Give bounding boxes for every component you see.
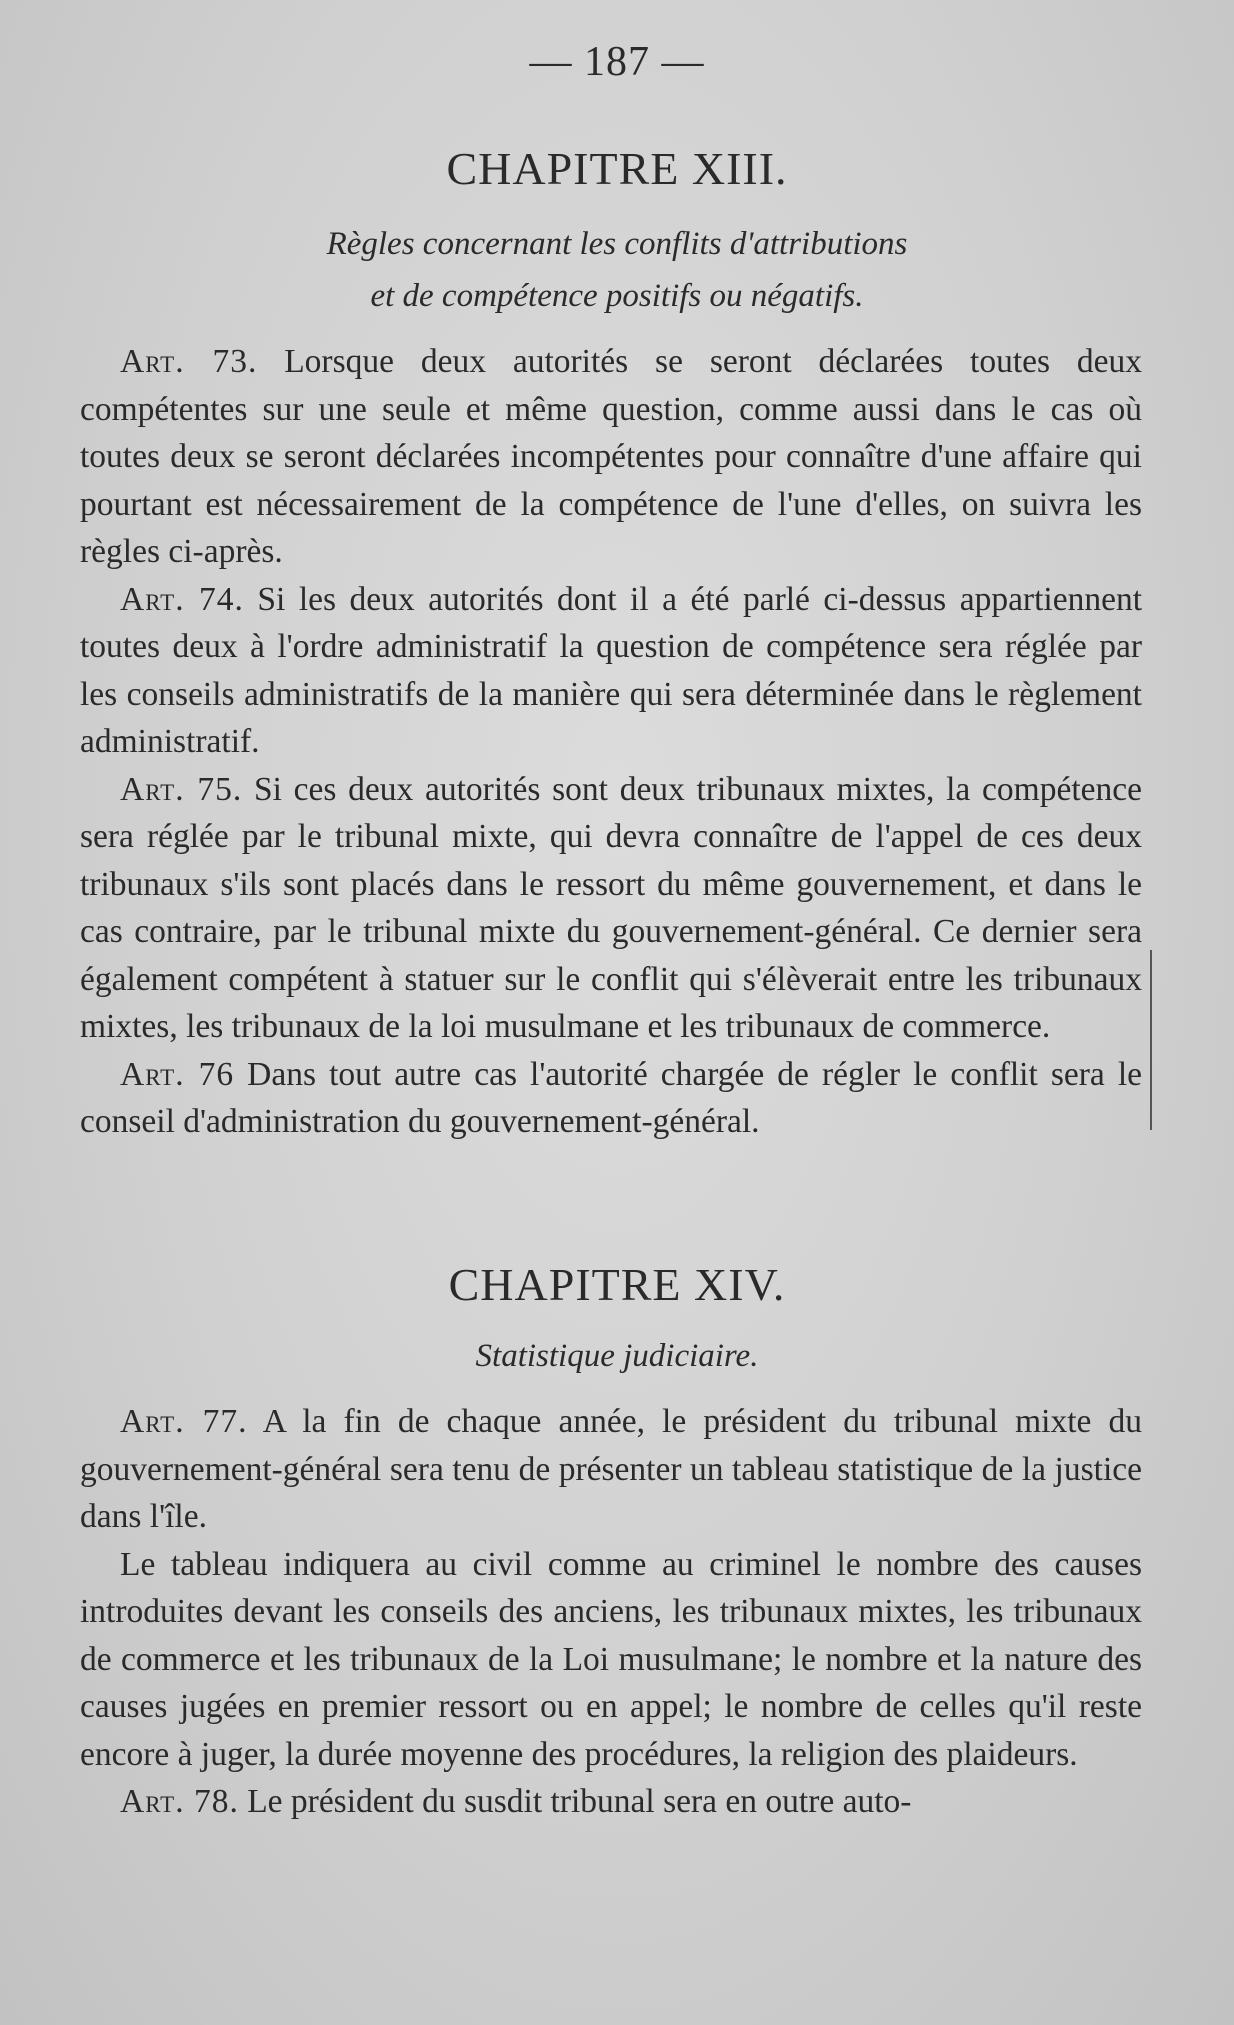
margin-pencil-mark (1150, 950, 1156, 1130)
chapter-13-subtitle-line-2: et de compétence positifs ou négatifs. (370, 278, 864, 314)
article-text: A la fin de chaque année, le président du tribunal mixte du gouvernement-général sera tenu de présenter un tableau statistique de la justice dans l'île. (80, 1403, 1142, 1535)
article-73 (80, 338, 1142, 576)
article-text: Le président du susdit tribunal sera en outre auto- (247, 1783, 912, 1820)
statistics-paragraph (80, 1541, 1142, 1779)
article-label: Art. 77. (120, 1403, 248, 1440)
chapter-13-subtitle (0, 218, 1234, 322)
chapter-14-subtitle: Statistique judiciaire. (475, 1338, 759, 1374)
article-text: Lorsque deux autorités se seront déclarées toutes deux compétentes sur une seule et même question, comme aussi dans le cas où toutes deux se seront déclarées incompétentes pour connaître d'une affaire qui pourtant est nécessairement de la compétence de l'une d'elles, on suivra les règles ci-après. (80, 343, 1143, 570)
article-label: Art. 76 (120, 1055, 235, 1093)
article-label: Art. 75. (120, 770, 243, 808)
article-74 (80, 576, 1142, 766)
article-label: Art. 78. (120, 1783, 239, 1820)
chapter-13-body (80, 338, 1142, 1146)
article-label: Art. 73. (120, 343, 258, 380)
article-77 (80, 1398, 1142, 1541)
paragraph-text: Le tableau indiquera au civil comme au criminel le nombre des causes introduites devant les conseils des anciens, les tribunaux mixtes, les tribunaux de commerce et les tribunaux de la Loi musulmane; le nombre et la nature des causes jugées en premier ressort ou en appel; le nombre de celles qu'il reste encore à juger, la durée moyenne des procédures, la religion des plaideurs. (80, 1545, 1142, 1773)
article-75 (80, 766, 1142, 1051)
chapter-14-body (80, 1398, 1142, 1826)
article-text: Si ces deux autorités sont deux tribunaux mixtes, la compétence sera réglée par le tribunal mixte, qui devra connaître de l'appel de ces deux tribunaux s'ils sont placés dans le ressort du même gouvernement, et dans le cas contraire, par le tribunal mixte du gouvernement-général. Ce dernier sera également compétent à statuer sur le conflit qui s'élèverait entre les tribunaux mixtes, les tribunaux de la loi musulmane et les tribunaux de commerce. (80, 770, 1143, 1045)
article-78 (80, 1778, 1142, 1826)
page-number: — 187 — (529, 39, 705, 85)
article-text: Dans tout autre cas l'autorité chargée de régler le conflit sera le conseil d'administration du gouvernement-général. (80, 1055, 1142, 1140)
chapter-14-title: CHAPITRE XIV. (448, 1259, 786, 1310)
article-text: Si les deux autorités dont il a été parlé ci-dessus appartiennent toutes deux à l'ordre administratif la question de compétence sera réglée par les conseils administratifs de la manière qui sera déterminée dans le règlement administratif. (80, 580, 1143, 760)
chapter-13-title: CHAPITRE XIII. (446, 143, 788, 194)
chapter-13-subtitle-line-1: Règles concernant les conflits d'attributions (326, 226, 908, 262)
article-label: Art. 74. (120, 580, 244, 618)
article-76 (80, 1051, 1142, 1146)
